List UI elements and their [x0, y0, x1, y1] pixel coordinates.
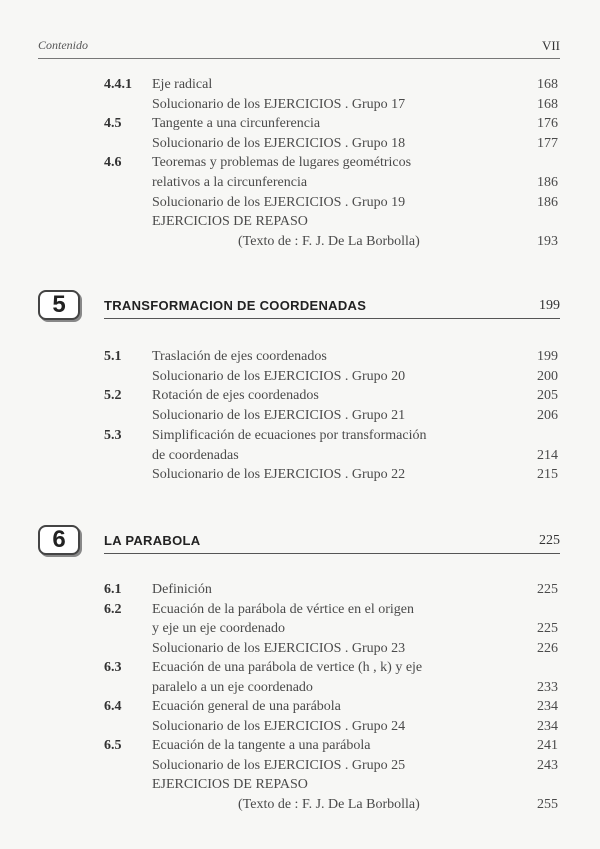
toc-entry-number: 6.4: [104, 699, 122, 714]
toc-entry-page: 255: [537, 796, 558, 812]
toc-entry: [0, 619, 600, 639]
toc-entry-number: 5.1: [104, 349, 122, 364]
toc-entry-title: y eje un eje coordenado: [152, 621, 285, 636]
toc-entry-title: Solucionario de los EJERCICIOS . Grupo 22: [152, 467, 406, 483]
toc-entry: [0, 580, 600, 600]
toc-entry-page: 200: [537, 368, 558, 384]
toc-entry-title: Solucionario de los EJERCICIOS . Grupo 23: [152, 640, 406, 656]
toc-entry-page: 176: [537, 116, 558, 132]
toc-entry-page: 233: [537, 679, 558, 695]
header-page-number: VII: [541, 38, 560, 53]
header-section-title: Contenido: [38, 38, 88, 52]
toc-entry-title: relativos a la circunferencia: [152, 175, 308, 190]
toc-entry: [0, 795, 600, 815]
toc-entry-page: 214: [537, 447, 558, 463]
chapter-divider: [104, 318, 560, 319]
toc-entry-title: Ecuación de una parábola de vertice (h , k) y eje: [152, 660, 423, 675]
toc-entry: [0, 639, 600, 659]
toc-entry-title: (Texto de : F. J. De La Borbolla): [238, 796, 420, 812]
toc-entry-number: 4.5: [104, 116, 122, 132]
toc-entry-title: Ecuación general de una parábola: [152, 699, 341, 714]
toc-entry-title: Solucionario de los EJERCICIOS . Grupo 20: [152, 368, 406, 384]
toc-entry: [0, 367, 600, 387]
chapter-number-badge: 5: [38, 290, 80, 320]
toc-entry: [0, 232, 600, 252]
chapter-number-badge: 6: [38, 525, 80, 555]
toc-entry-title: Solucionario de los EJERCICIOS . Grupo 17: [152, 96, 406, 112]
toc-entry-page: 243: [537, 757, 558, 773]
toc-entry-title: Solucionario de los EJERCICIOS . Grupo 24: [152, 718, 406, 734]
toc-entry-page: 234: [537, 699, 558, 714]
toc-entry-title: (Texto de : F. J. De La Borbolla): [238, 233, 420, 249]
toc-entry: [0, 446, 600, 466]
toc-entry: [0, 212, 600, 232]
toc-entry-page: 177: [537, 135, 558, 151]
toc-entry-number: 4.4.1: [104, 77, 132, 92]
toc-entry: [0, 134, 600, 154]
toc-entry-number: 4.6: [104, 155, 122, 171]
toc-entry: [0, 717, 600, 737]
chapter-title: TRANSFORMACION DE COORDENADAS: [104, 298, 367, 313]
toc-entry: [0, 678, 600, 698]
toc-entry-page: 234: [537, 718, 558, 734]
chapter-page: 199: [539, 298, 560, 313]
toc-entry-number: 6.3: [104, 660, 122, 675]
toc-entry-page: 225: [537, 582, 558, 597]
toc-entry-title: paralelo a un eje coordenado: [152, 679, 313, 695]
toc-entry: [0, 756, 600, 776]
toc-entry-page: 168: [537, 77, 558, 92]
toc-entry: [0, 75, 600, 95]
toc-entry: [0, 465, 600, 485]
toc-entry-page: 186: [537, 194, 558, 210]
toc-entry: [0, 347, 600, 367]
toc-entry-title: Solucionario de los EJERCICIOS . Grupo 25: [152, 757, 406, 773]
toc-entry-title: Eje radical: [152, 77, 213, 92]
toc-entry-number: 6.5: [104, 738, 122, 753]
toc-entry-page: 215: [537, 467, 558, 483]
toc-entry-page: 205: [537, 388, 558, 404]
toc-entry-title: Solucionario de los EJERCICIOS . Grupo 21: [152, 408, 406, 424]
toc-entry: [0, 406, 600, 426]
toc-entry-title: Teoremas y problemas de lugares geométricos: [152, 155, 412, 171]
toc-entry-page: 193: [537, 233, 558, 249]
toc-entry-title: Solucionario de los EJERCICIOS . Grupo 18: [152, 135, 406, 151]
toc-entry-page: 226: [537, 640, 558, 656]
chapter-5-heading: [38, 290, 560, 322]
toc-entry-title: Ecuación de la parábola de vértice en el origen: [152, 601, 414, 617]
toc-entry-title: de coordenadas: [152, 447, 239, 463]
toc-entry-number: 6.2: [104, 601, 122, 617]
header-divider: [38, 58, 560, 59]
toc-entry-page: 241: [537, 738, 558, 753]
toc-entry-title: Rotación de ejes coordenados: [152, 388, 319, 404]
toc-entry: [0, 95, 600, 115]
toc-entry-number: 5.2: [104, 388, 122, 404]
toc-entry: [0, 426, 600, 446]
chapter-page: 225: [539, 533, 560, 548]
toc-entry-title: Definición: [152, 582, 212, 597]
toc-entry-page: 168: [537, 96, 558, 112]
toc-entry-page: 199: [537, 349, 558, 364]
chapter-6-heading: [38, 525, 560, 557]
toc-entry-title: EJERCICIOS DE REPASO: [152, 777, 308, 792]
toc-entry: [0, 193, 600, 213]
toc-entry-title: Solucionario de los EJERCICIOS . Grupo 19: [152, 194, 406, 210]
toc-entry-title: Tangente a una circunferencia: [152, 116, 321, 132]
toc-entry: [0, 697, 600, 717]
toc-entry-page: 206: [537, 408, 558, 424]
toc-entry: [0, 114, 600, 134]
toc-entry-page: 186: [537, 175, 558, 190]
toc-entry-title: EJERCICIOS DE REPASO: [152, 214, 308, 230]
toc-entry: [0, 736, 600, 756]
toc-entry-title: Traslación de ejes coordenados: [152, 349, 327, 364]
toc-entry-number: 6.1: [104, 582, 122, 597]
toc-entry: [0, 600, 600, 620]
toc-entry-title: Simplificación de ecuaciones por transformación: [152, 427, 427, 443]
chapter-divider: [104, 553, 560, 554]
toc-entry: [0, 658, 600, 678]
toc-entry: [0, 173, 600, 193]
toc-entry-page: 225: [537, 621, 558, 636]
chapter-title: LA PARABOLA: [104, 533, 201, 548]
toc-entry-title: Ecuación de la tangente a una parábola: [152, 738, 371, 753]
toc-entry-number: 5.3: [104, 427, 122, 443]
toc-entry: [0, 153, 600, 173]
toc-entry: [0, 386, 600, 406]
toc-entry: [0, 775, 600, 795]
